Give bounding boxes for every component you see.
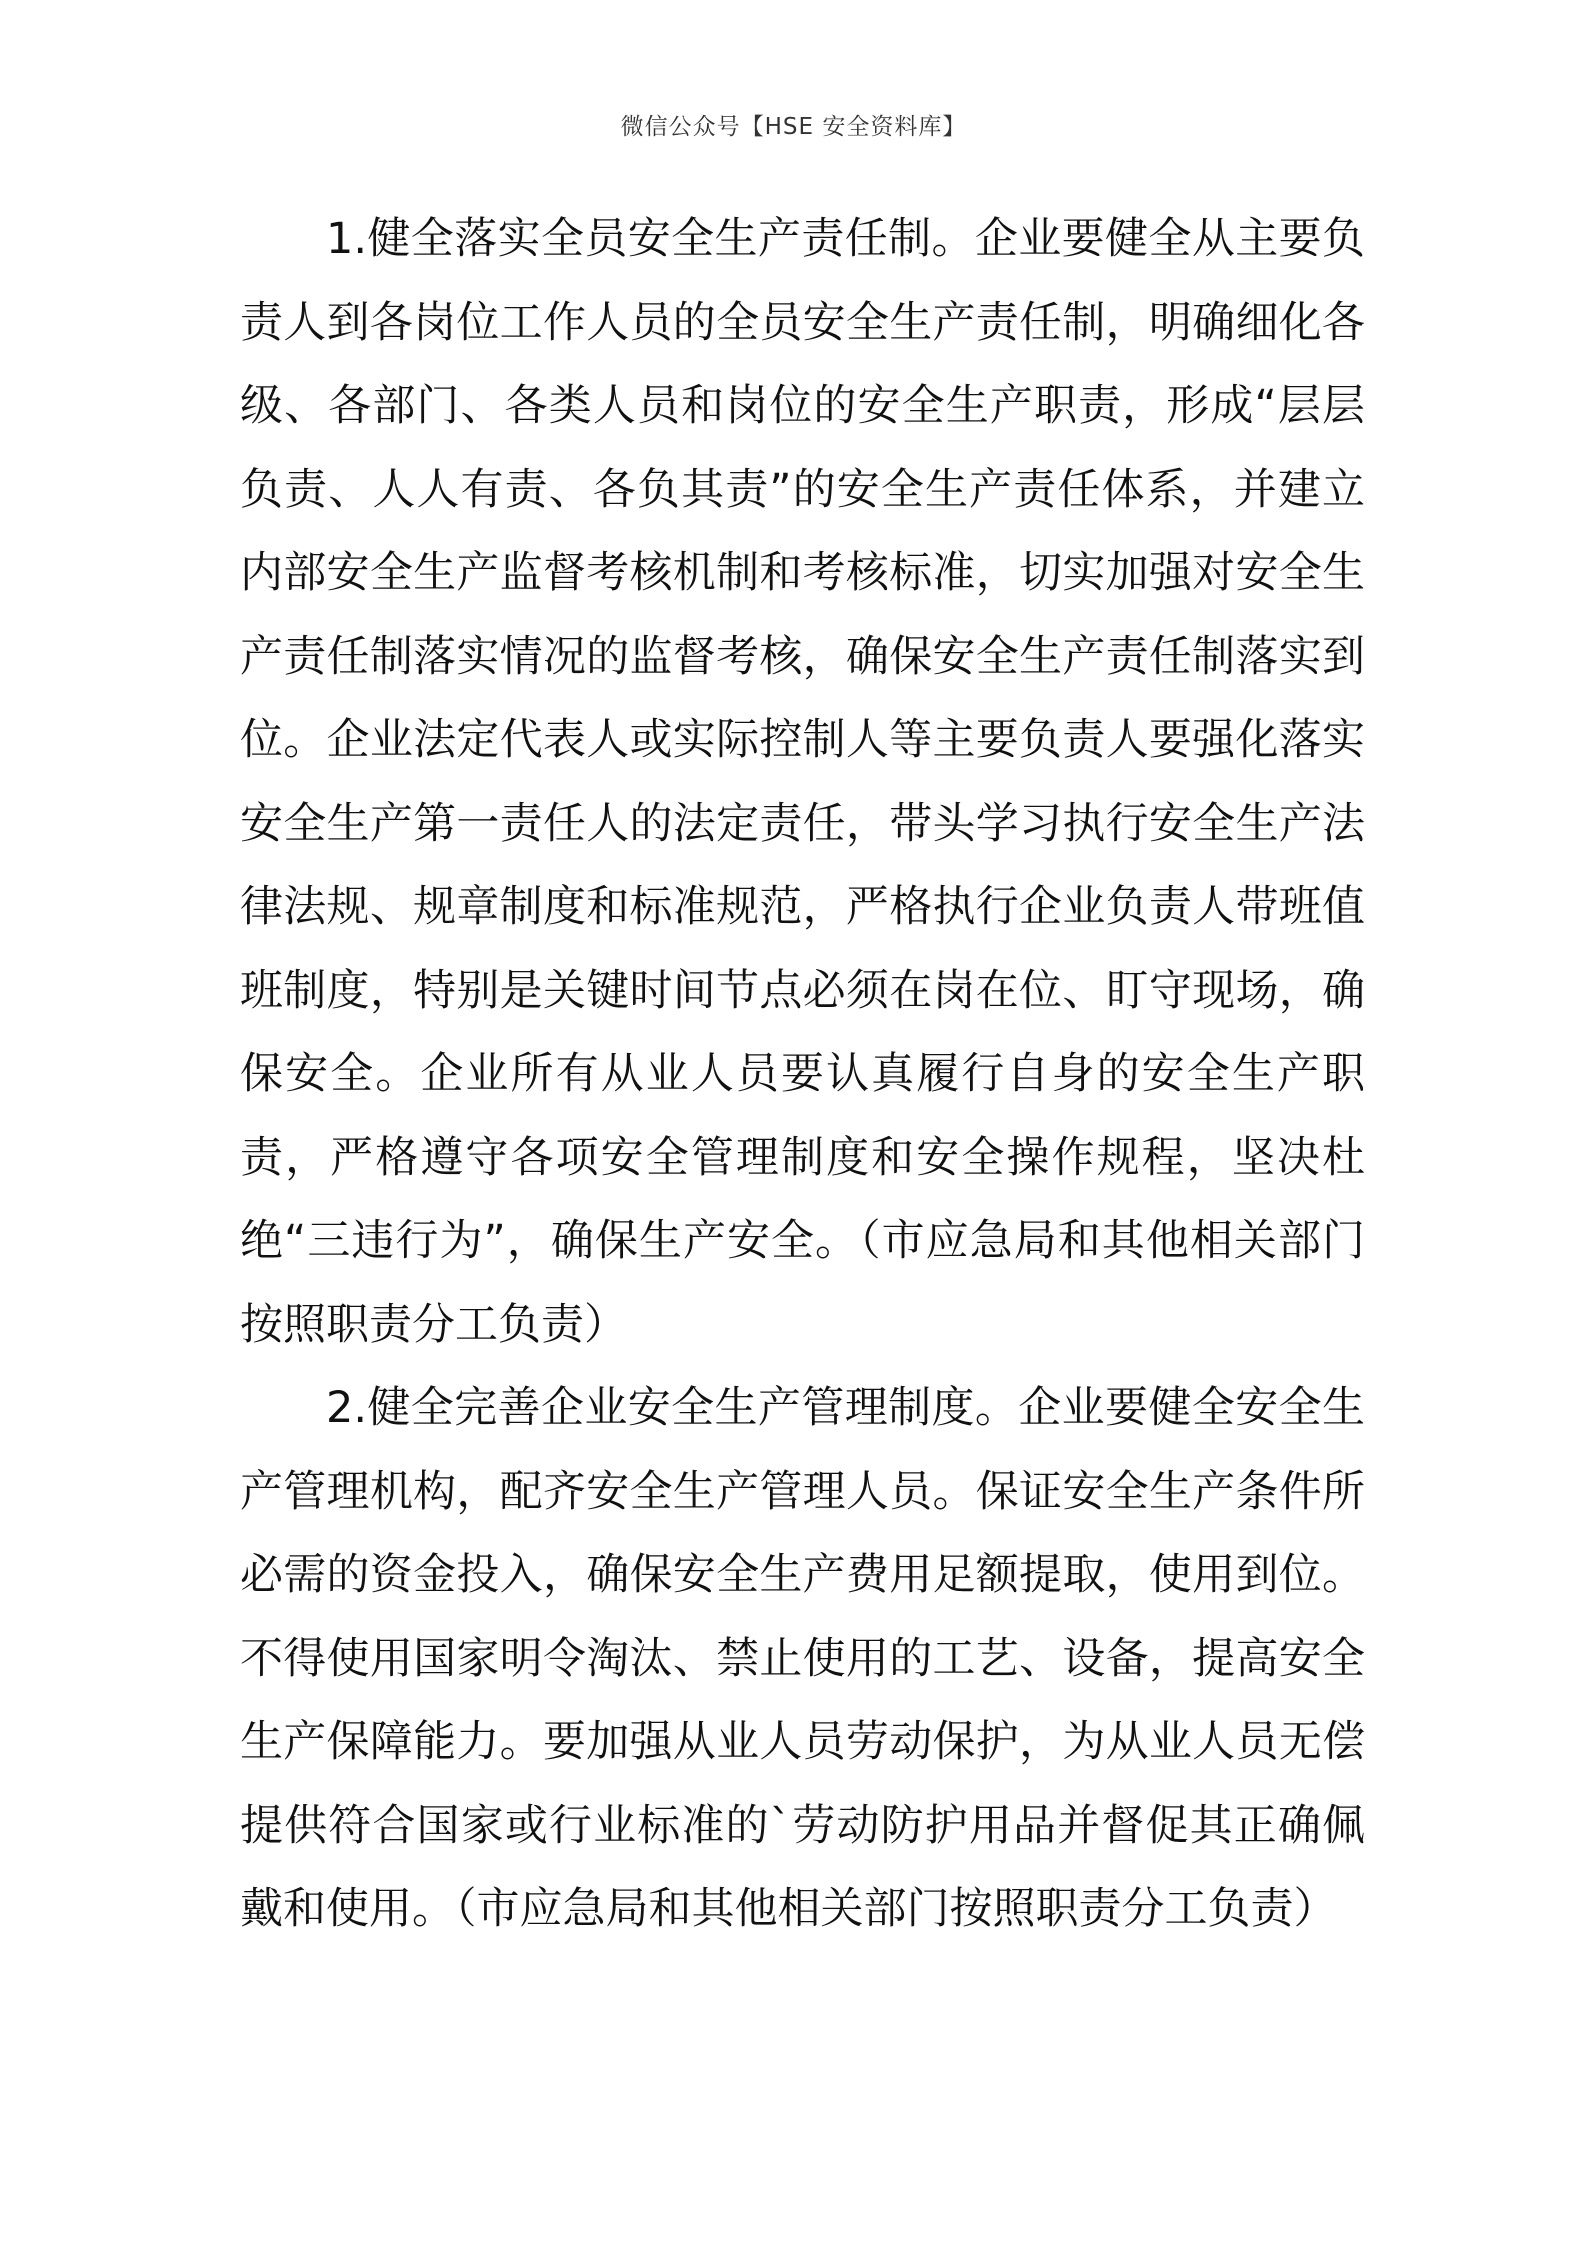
document-body — [240, 198, 1365, 1952]
page-header: 微信公众号【HSE 安全资料库】 — [620, 114, 967, 140]
paragraph-1: 1.健全落实全员安全生产责任制。企业要健全从主要负责人到各岗位工作人员的全员安全生产责任制，明确细化各级、各部门、各类人员和岗位的安全生产职责，形成“层层负责、人人有责、各负其责”的安全生产责任体系，并建立内部安全生产监督考核机制和考核标准，切实加强对安全生产责任制落实情况的监督考核，确保安全生产责任制落实到位。企业法定代表人或实际控制人等主要负责人要强化落实安全生产第一责任人的法定责任，带头学习执行安全生产法律法规、规章制度和标准规范，严格执行企业负责人带班值班制度，特别是关键时间节点必须在岗在位、盯守现场，确保安全。企业所有从业人员要认真履行自身的安全生产职责，严格遵守各项安全管理制度和安全操作规程，坚决杜绝“三违行为”，确保生产安全。（市应急局和其他相关部门按照职责分工负责） — [240, 214, 1365, 1350]
paragraph-2: 2.健全完善企业安全生产管理制度。企业要健全安全生产管理机构，配齐安全生产管理人员。保证安全生产条件所必需的资金投入，确保安全生产费用足额提取，使用到位。不得使用国家明令淘汰、禁止使用的工艺、设备，提高安全生产保障能力。要加强从业人员劳动保护，为从业人员无偿提供符合国家或行业标准的`劳动防护用品并督促其正确佩戴和使用。（市应急局和其他相关部门按照职责分工负责） — [240, 1383, 1365, 1934]
